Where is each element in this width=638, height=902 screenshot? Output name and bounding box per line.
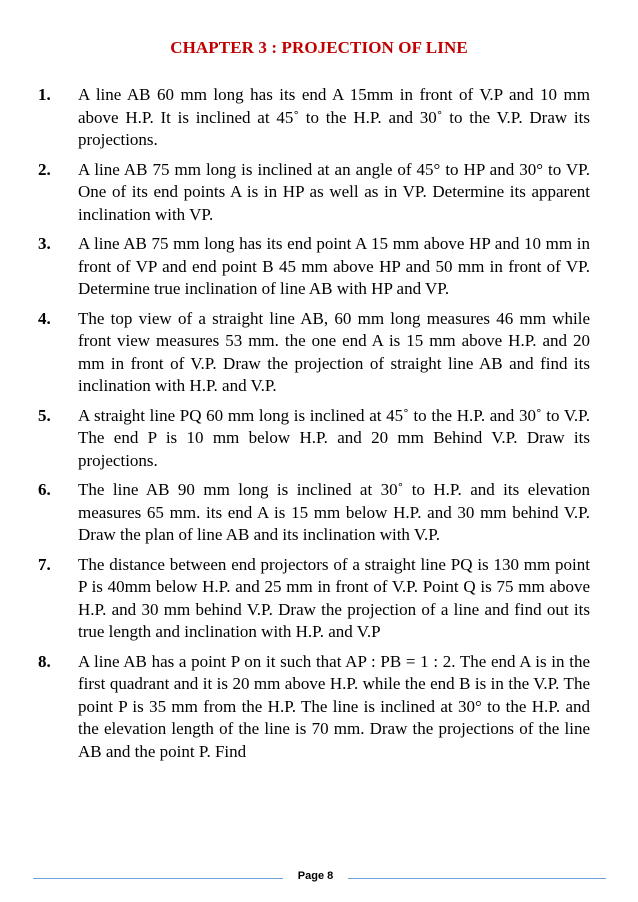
question-text: The line AB 90 mm long is inclined at 30˚ to H.P. and its elevation measures 65 mm. its end A is 15 mm below H.P. and 30 mm behind V.P. Draw the plan of line AB and its inclination with V.P.: [78, 480, 590, 544]
question-number: 2.: [38, 159, 51, 179]
footer-divider-left: [33, 878, 283, 879]
question-item: [38, 233, 590, 301]
question-number: 7.: [38, 554, 51, 574]
question-text: A straight line PQ 60 mm long is inclined at 45˚ to the H.P. and 30˚ to V.P. The end P is 10 mm below H.P. and 20 mm Behind V.P. Draw its projections.: [78, 405, 590, 470]
question-item: [38, 308, 590, 398]
question-text: A line AB 75 mm long is inclined at an angle of 45° to HP and 30° to VP. One of its end points A is in HP as well as in VP. Determine its apparent inclination with VP.: [78, 159, 590, 224]
question-item: [38, 405, 590, 473]
question-item: [38, 651, 590, 764]
question-number: 6.: [38, 480, 51, 499]
question-list: [38, 84, 590, 770]
question-item: [38, 159, 590, 227]
question-text: The top view of a straight line AB, 60 mm long measures 46 mm while front view measures 53 mm. the one end A is 15 mm above H.P. and 20 mm in front of V.P. Draw the projection of straight line AB and find its inclination with H.P. and V.P.: [78, 308, 590, 395]
question-text: A line AB 60 mm long has its end A 15mm in front of V.P and 10 mm above H.P. It is inclined at 45˚ to the H.P. and 30˚ to the V.P. Draw its projections.: [78, 85, 590, 149]
question-number: 1.: [38, 85, 51, 104]
footer-divider-right: [348, 878, 606, 879]
question-item: [38, 479, 590, 547]
chapter-title: CHAPTER 3 : PROJECTION OF LINE: [170, 38, 468, 57]
question-number: 3.: [38, 234, 51, 253]
question-number: 5.: [38, 405, 51, 425]
question-text: A line AB 75 mm long has its end point A 15 mm above HP and 10 mm in front of VP and end point B 45 mm above HP and 50 mm in front of VP. Determine true inclination of line AB with HP and VP.: [78, 234, 590, 298]
question-item: [38, 84, 590, 152]
question-text: A line AB has a point P on it such that AP : PB = 1 : 2. The end A is in the first quadrant and it is 20 mm above H.P. while the end B is in the V.P. The point P is 35 mm from the H.P. The line is inclined at 30° to the H.P. and the elevation length of the line is 70 mm. Draw the projections of the line AB and the point P. Find: [78, 651, 590, 761]
page-number: Page 8: [297, 870, 334, 882]
question-number: 8.: [38, 651, 51, 671]
question-number: 4.: [38, 308, 51, 328]
question-text: The distance between end projectors of a straight line PQ is 130 mm point P is 40mm below H.P. and 25 mm in front of V.P. Point Q is 75 mm above H.P. and 30 mm behind V.P. Draw the projection of a line and find out its true length and inclination with H.P. and V.P: [78, 554, 590, 641]
question-item: [38, 554, 590, 644]
